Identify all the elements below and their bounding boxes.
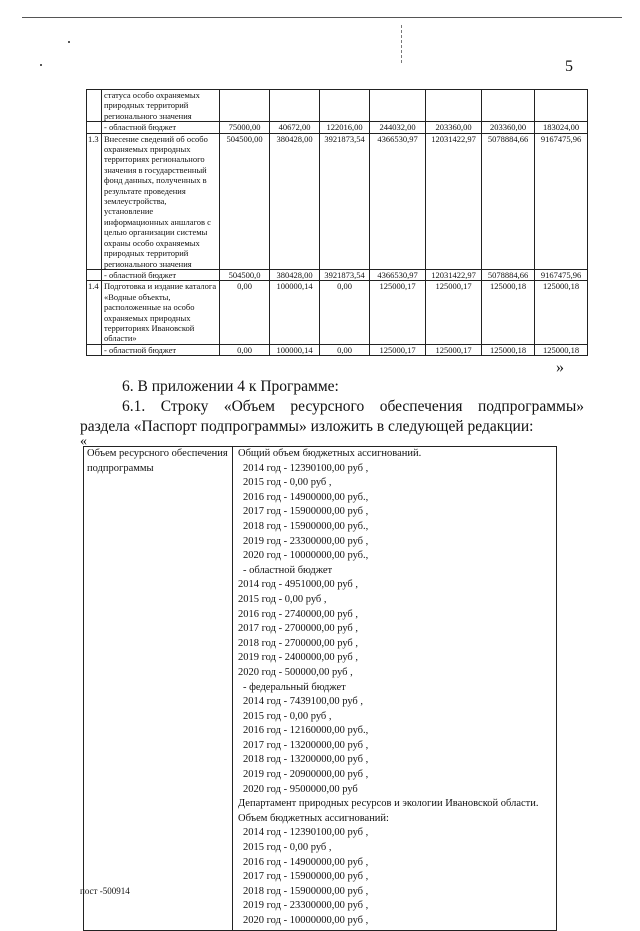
value-cell bbox=[370, 90, 426, 122]
scan-speck bbox=[40, 64, 42, 66]
federal-year-line: 2019 год - 20900000,00 руб , bbox=[243, 769, 369, 781]
value-cell: 125000,17 bbox=[370, 344, 426, 355]
table-row bbox=[87, 281, 588, 344]
value-cell: 5078884,66 bbox=[482, 133, 535, 269]
federal-year-line: 2014 год - 7439100,00 руб , bbox=[243, 696, 364, 708]
total-year-line: 2018 год - 15900000,00 руб., bbox=[243, 520, 369, 532]
row-description: - областной бюджет bbox=[102, 269, 220, 280]
value-cell: 125000,17 bbox=[426, 344, 482, 355]
federal-year-line: 2020 год - 9500000,00 руб bbox=[243, 783, 358, 795]
value-cell: 4366530,97 bbox=[370, 133, 426, 269]
row-number bbox=[87, 90, 102, 122]
department-year-line: 2018 год - 15900000,00 руб , bbox=[243, 885, 369, 897]
department-year-line: 2020 год - 10000000,00 руб , bbox=[243, 915, 369, 926]
scan-top-edge bbox=[22, 17, 622, 18]
value-cell bbox=[535, 90, 588, 122]
value-cell bbox=[220, 90, 270, 122]
passport-label: Объем ресурсного обеспечения подпрограммы bbox=[84, 447, 233, 931]
department-header: Объем бюджетных ассигнований: bbox=[238, 812, 389, 824]
regional-year-line: 2017 год - 2700000,00 руб , bbox=[238, 623, 359, 635]
value-cell: 504500,0 bbox=[220, 269, 270, 280]
regional-year-line: 2019 год - 2400000,00 руб , bbox=[238, 652, 359, 664]
row-number bbox=[87, 122, 102, 133]
department-year-line: 2015 год - 0,00 руб , bbox=[243, 842, 332, 854]
value-cell: 75000,00 bbox=[220, 122, 270, 133]
row-description: Внесение сведений об особо охраняемых природных территориях регионального значения в государственный фонд данных, полученных в результате проведения землеустройства, установление информационных аншлагов с целью организации системы охраны особо охраняемых природных территорий регионального значения bbox=[102, 133, 220, 269]
row-number bbox=[87, 344, 102, 355]
value-cell bbox=[320, 90, 370, 122]
row-number bbox=[87, 269, 102, 280]
value-cell: 12031422,97 bbox=[426, 269, 482, 280]
value-cell: 380428,00 bbox=[270, 269, 320, 280]
value-cell: 203360,00 bbox=[426, 122, 482, 133]
value-cell bbox=[426, 90, 482, 122]
row-description: - областной бюджет bbox=[102, 122, 220, 133]
table-row bbox=[87, 344, 588, 355]
value-cell: 125000,18 bbox=[535, 281, 588, 344]
value-cell: 100000,14 bbox=[270, 281, 320, 344]
value-cell: 9167475,96 bbox=[535, 269, 588, 280]
value-cell: 122016,00 bbox=[320, 122, 370, 133]
regional-year-line: 2020 год - 500000,00 руб , bbox=[238, 666, 353, 678]
department-year-line: 2019 год - 23300000,00 руб , bbox=[243, 900, 369, 912]
item-6-1-line-2: раздела «Паспорт подпрограммы» изложить в следующей редакции: bbox=[80, 418, 534, 435]
department-by-year bbox=[238, 826, 553, 928]
row-number: 1.3 bbox=[87, 133, 102, 269]
total-header: Общий объем бюджетных ассигнований. bbox=[238, 448, 422, 459]
value-cell: 3921873,54 bbox=[320, 133, 370, 269]
total-year-line: 2016 год - 14900000,00 руб., bbox=[243, 491, 369, 503]
table-row bbox=[87, 269, 588, 280]
value-cell: 4366530,97 bbox=[370, 269, 426, 280]
value-cell: 9167475,96 bbox=[535, 133, 588, 269]
footer-doc-code: пост -500914 bbox=[80, 886, 130, 896]
federal-year-line: 2017 год - 13200000,00 руб , bbox=[243, 739, 369, 751]
value-cell: 0,00 bbox=[220, 281, 270, 344]
closing-quote: » bbox=[556, 359, 564, 376]
passport-table bbox=[83, 446, 557, 931]
department-year-line: 2014 год - 12390100,00 руб , bbox=[243, 827, 369, 839]
row-description: статуса особо охраняемых природных территорий регионального значения bbox=[102, 90, 220, 122]
value-cell: 125000,18 bbox=[535, 344, 588, 355]
opening-quote: « bbox=[80, 434, 87, 449]
value-cell: 3921873,54 bbox=[320, 269, 370, 280]
value-cell: 125000,18 bbox=[482, 344, 535, 355]
total-by-year bbox=[238, 462, 553, 564]
passport-row bbox=[84, 447, 557, 931]
value-cell: 40672,00 bbox=[270, 122, 320, 133]
row-description: - областной бюджет bbox=[102, 344, 220, 355]
department-year-line: 2016 год - 14900000,00 руб , bbox=[243, 856, 369, 868]
regional-header: - областной бюджет bbox=[243, 564, 333, 576]
item-6-1-line-1: 6.1. Строку «Объем ресурсного обеспечения подпрограммы» bbox=[122, 398, 584, 415]
table-row bbox=[87, 90, 588, 122]
value-cell: 0,00 bbox=[320, 344, 370, 355]
value-cell bbox=[482, 90, 535, 122]
federal-header: - федеральный бюджет bbox=[243, 681, 346, 693]
federal-year-line: 2018 год - 13200000,00 руб , bbox=[243, 754, 369, 766]
scan-speck bbox=[68, 41, 70, 43]
total-year-line: 2015 год - 0,00 руб , bbox=[243, 477, 332, 489]
regional-year-line: 2016 год - 2740000,00 руб , bbox=[238, 608, 359, 620]
value-cell: 125000,17 bbox=[370, 281, 426, 344]
regional-year-line: 2014 год - 4951000,00 руб , bbox=[238, 579, 359, 591]
regional-year-line: 2015 год - 0,00 руб , bbox=[238, 593, 327, 605]
department-year-line: 2017 год - 15900000,00 руб , bbox=[243, 871, 369, 883]
total-year-line: 2014 год - 12390100,00 руб , bbox=[243, 462, 369, 474]
regional-year-line: 2018 год - 2700000,00 руб , bbox=[238, 637, 359, 649]
value-cell: 125000,17 bbox=[426, 281, 482, 344]
federal-year-line: 2015 год - 0,00 руб , bbox=[243, 710, 332, 722]
row-number: 1.4 bbox=[87, 281, 102, 344]
item-6-heading: 6. В приложении 4 к Программе: bbox=[122, 378, 339, 395]
value-cell bbox=[270, 90, 320, 122]
department-name: Департамент природных ресурсов и экологии Ивановской области. bbox=[238, 798, 539, 810]
finance-table bbox=[86, 89, 588, 356]
table-row bbox=[87, 133, 588, 269]
federal-year-line: 2016 год - 12160000,00 руб., bbox=[243, 725, 369, 737]
value-cell: 183024,00 bbox=[535, 122, 588, 133]
value-cell: 0,00 bbox=[320, 281, 370, 344]
passport-content bbox=[233, 447, 557, 931]
value-cell: 0,00 bbox=[220, 344, 270, 355]
regional-by-year bbox=[238, 578, 553, 680]
value-cell: 203360,00 bbox=[482, 122, 535, 133]
page-number: 5 bbox=[565, 58, 573, 75]
total-year-line: 2017 год - 15900000,00 руб , bbox=[243, 506, 369, 518]
value-cell: 125000,18 bbox=[482, 281, 535, 344]
federal-by-year bbox=[238, 695, 553, 797]
value-cell: 12031422,97 bbox=[426, 133, 482, 269]
table-row bbox=[87, 122, 588, 133]
total-year-line: 2019 год - 23300000,00 руб , bbox=[243, 535, 369, 547]
value-cell: 244032,00 bbox=[370, 122, 426, 133]
value-cell: 100000,14 bbox=[270, 344, 320, 355]
value-cell: 380428,00 bbox=[270, 133, 320, 269]
value-cell: 5078884,66 bbox=[482, 269, 535, 280]
total-year-line: 2020 год - 10000000,00 руб., bbox=[243, 550, 369, 562]
value-cell: 504500,00 bbox=[220, 133, 270, 269]
scan-fold-mark bbox=[401, 25, 403, 63]
row-description: Подготовка и издание каталога «Водные объекты, расположенные на особо охраняемых природных территориях Ивановской области» bbox=[102, 281, 220, 344]
